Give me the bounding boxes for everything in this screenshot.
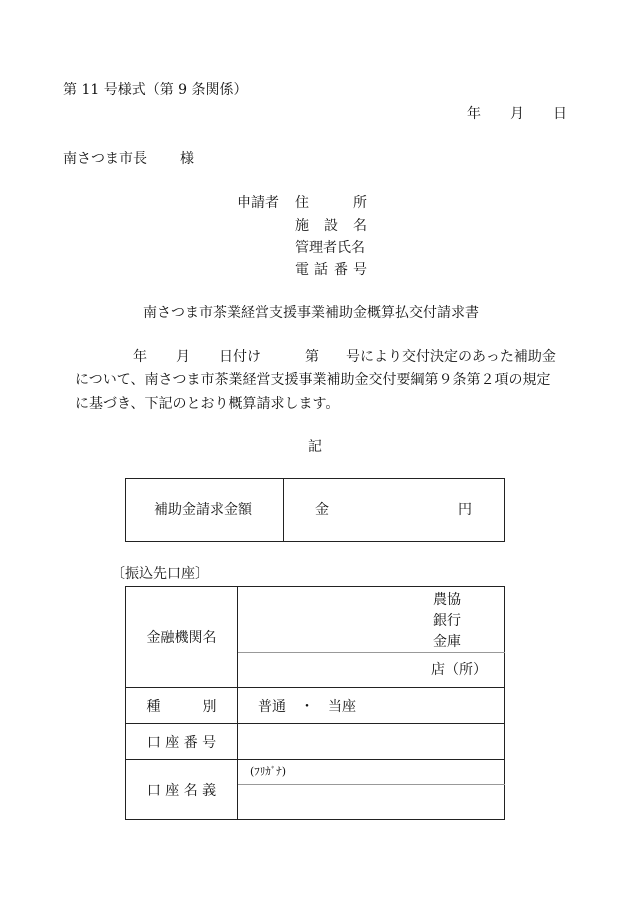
type-ginkou: 銀行 [433,613,461,629]
account-type-value-cell [238,688,505,724]
account-type-label-a: 種 [146,698,161,715]
addressee-honorific: 様 [180,151,194,167]
manager-name-label: 管理者氏名 [295,240,365,256]
amount-divider [283,478,284,542]
bank-caption: 〔振込先口座〕 [111,566,209,582]
amount-yen: 円 [458,502,472,518]
institution-name-cell [238,587,505,653]
date-month-label: 月 [510,106,524,122]
branch-cell [238,653,505,688]
account-name-cell [238,785,505,820]
phone-label-a: 電 [295,262,309,278]
facility-label-a: 施 [295,218,309,234]
furigana-cell [238,760,505,785]
address-label-b: 所 [353,195,367,211]
date-year-label: 年 [467,106,481,122]
body-dai: 第 [305,349,319,365]
type-kinko: 金庫 [433,634,461,650]
body-month: 月 [176,349,190,365]
body-line2: について、南さつま市茶業経営支援事業補助金交付要綱第９条第２項の規定 [75,372,551,388]
phone-label-c: 番 [334,262,348,278]
applicant-label: 申請者 [237,195,279,211]
account-type-value: 普通 ・ 当座 [258,698,356,715]
facility-label-c: 名 [353,218,367,234]
body-line3: に基づき、下記のとおり概算請求します。 [75,396,340,412]
addressee: 南さつま市長 [63,151,147,167]
bank-account-table [125,586,505,820]
ki-mark: 記 [308,439,322,455]
account-type-label-cell [126,688,238,724]
account-number-label-cell [126,724,238,760]
account-number-cell [238,724,505,760]
body-date: 日付け [219,349,261,365]
furigana-label: (ﾌﾘｶﾞﾅ) [250,765,287,778]
account-number-label: 口 座 番 号 [146,734,217,751]
date-day-label: 日 [553,106,567,122]
facility-label-b: 設 [324,218,338,234]
document-title: 南さつま市茶業経営支援事業補助金概算払交付請求書 [143,305,479,321]
body-year: 年 [133,349,147,365]
institution-label-cell [126,587,238,688]
institution-label: 金融機関名 [146,630,217,646]
body-line1-rest: 号により交付決定のあった補助金 [346,349,556,365]
branch-label: 店（所） [431,662,487,678]
amount-table [125,478,505,542]
account-type-label-b: 別 [202,698,217,715]
account-name-label: 口 座 名 義 [146,782,217,799]
type-noukyou: 農協 [433,592,461,608]
phone-label-b: 話 [314,262,328,278]
amount-label: 補助金請求金額 [154,502,252,518]
address-label-a: 住 [295,195,309,211]
form-number: 第 11 号様式（第 9 条関係） [63,82,248,98]
phone-label-d: 号 [353,262,367,278]
account-name-label-cell [126,760,238,820]
amount-kin: 金 [315,502,329,518]
